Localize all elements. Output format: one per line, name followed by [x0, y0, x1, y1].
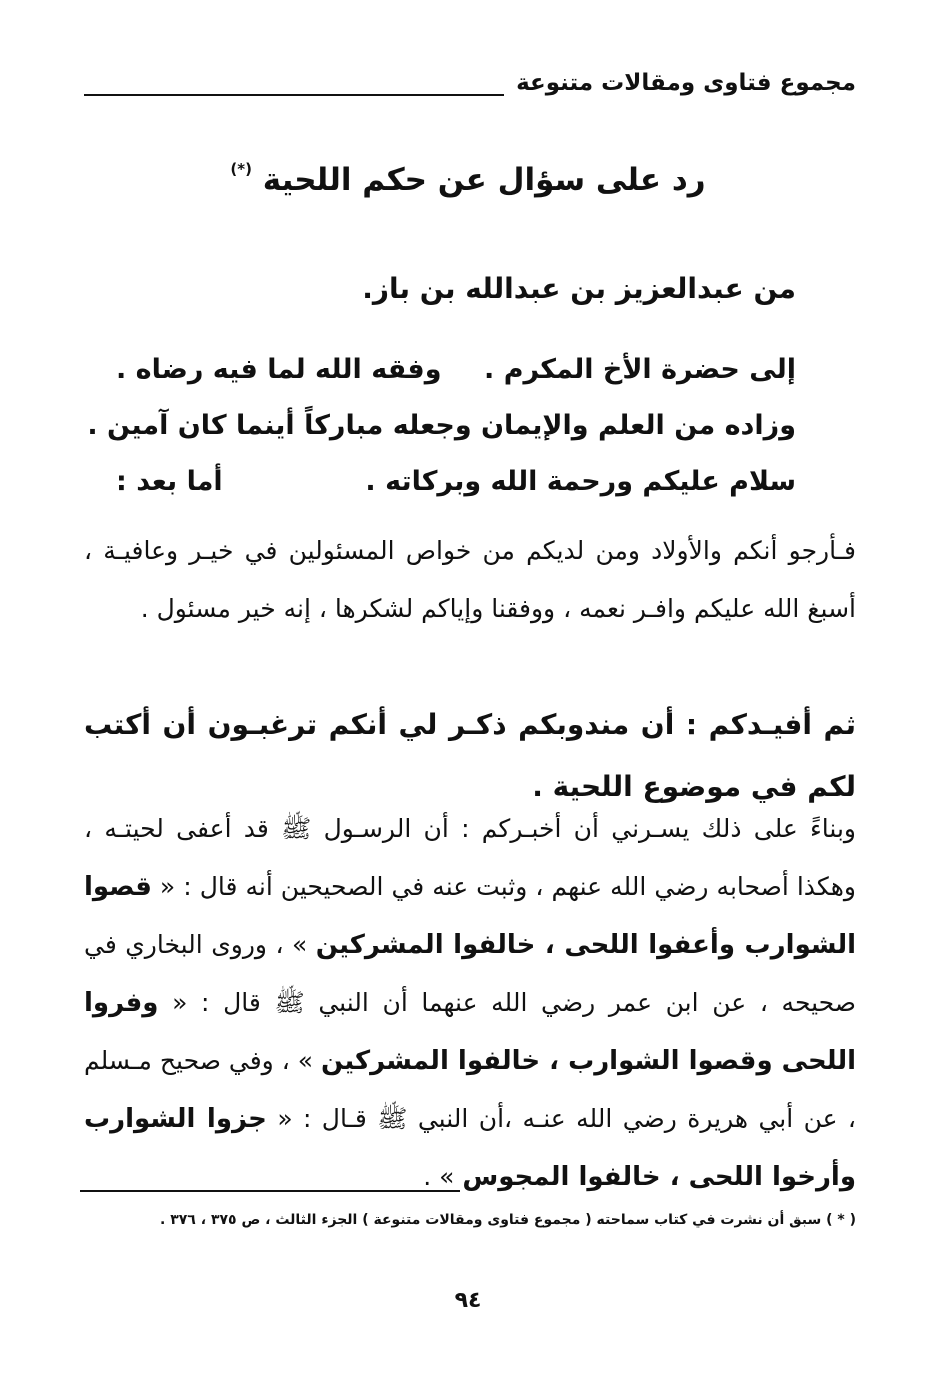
paragraph-3-text-a: وبناءً على ذلك يسـرني أن أخبـركم : أن الرسـول ﷺ قد أعفى لحيتـه ، وهكذا أصحابه رضي الله عنهم ، وثبت عنه في الصحيحين أنه قال : «	[84, 814, 856, 901]
hadith-quote-3: جزوا الشوارب وأرخوا اللحى ، خالفوا المجوس	[84, 1104, 856, 1192]
header-rule	[84, 94, 504, 96]
greeting-prayer: وزاده من العلم والإيمان وجعله مباركاً أينما كان آمين .	[87, 410, 796, 441]
paragraph-3-text-b: » ، وروى البخاري في صحيحه ، عن ابن عمر رضي الله عنهما أن النبي ﷺ قال : «	[84, 930, 856, 1017]
greeting-line-1	[116, 354, 796, 404]
paragraph-3-text-d: » .	[423, 1162, 455, 1191]
hadith-quote-1: قصوا الشوارب وأعفوا اللحى ، خالفوا المشركين	[84, 872, 856, 960]
page-number: ٩٤	[454, 1288, 482, 1313]
greeting-blessing: وفقه الله لما فيه رضاه .	[116, 354, 442, 385]
footnote-marker: (*)	[230, 160, 252, 178]
greeting-addressee: إلى حضرة الأخ المكرم .	[484, 354, 796, 385]
greeting-line-2	[87, 410, 796, 460]
running-title: مجموع فتاوى ومقالات متنوعة	[516, 70, 856, 96]
greeting-salutation: سلام عليكم ورحمة الله وبركاته .	[365, 466, 796, 497]
paragraph-3-text-c: » ، وفي صحيح مـسلم ، عن أبي هريرة رضي الله عنـه ،أن النبي ﷺ قـال : «	[84, 1046, 856, 1133]
footnote-rule	[80, 1190, 460, 1192]
article-title	[0, 160, 936, 198]
paragraph-1: فـأرجو أنكم والأولاد ومن لديكم من خواص المسئولين في خيـر وعافيـة ، أسبغ الله عليكم وافـر نعمه ، ووفقنا وإياكم لشكرها ، إنه خير مسئول .	[84, 536, 856, 623]
greeting-transition: أما بعد :	[116, 466, 223, 497]
sender-line: من عبدالعزيز بن عبدالله بن باز.	[362, 272, 796, 305]
paragraph-2: ثم أفيـدكم : أن مندوبكم ذكـر لي أنكم ترغبـون أن أكتب لكم في موضوع اللحية .	[84, 708, 856, 803]
paragraph-3	[84, 800, 856, 1206]
greeting-line-3	[116, 466, 796, 516]
hadith-quote-2: وفروا اللحى وقصوا الشوارب ، خالفوا المشركين	[84, 988, 856, 1076]
running-header	[76, 68, 856, 108]
article-title-text: رد على سؤال عن حكم اللحية	[262, 162, 706, 198]
footnote: ( * ) سبق أن نشرت في كتاب سماحته ( مجموع فتاوى ومقالات متنوعة ) الجزء الثالث ، ص ٣٧٥ ، ٣٧٦ .	[160, 1212, 856, 1228]
